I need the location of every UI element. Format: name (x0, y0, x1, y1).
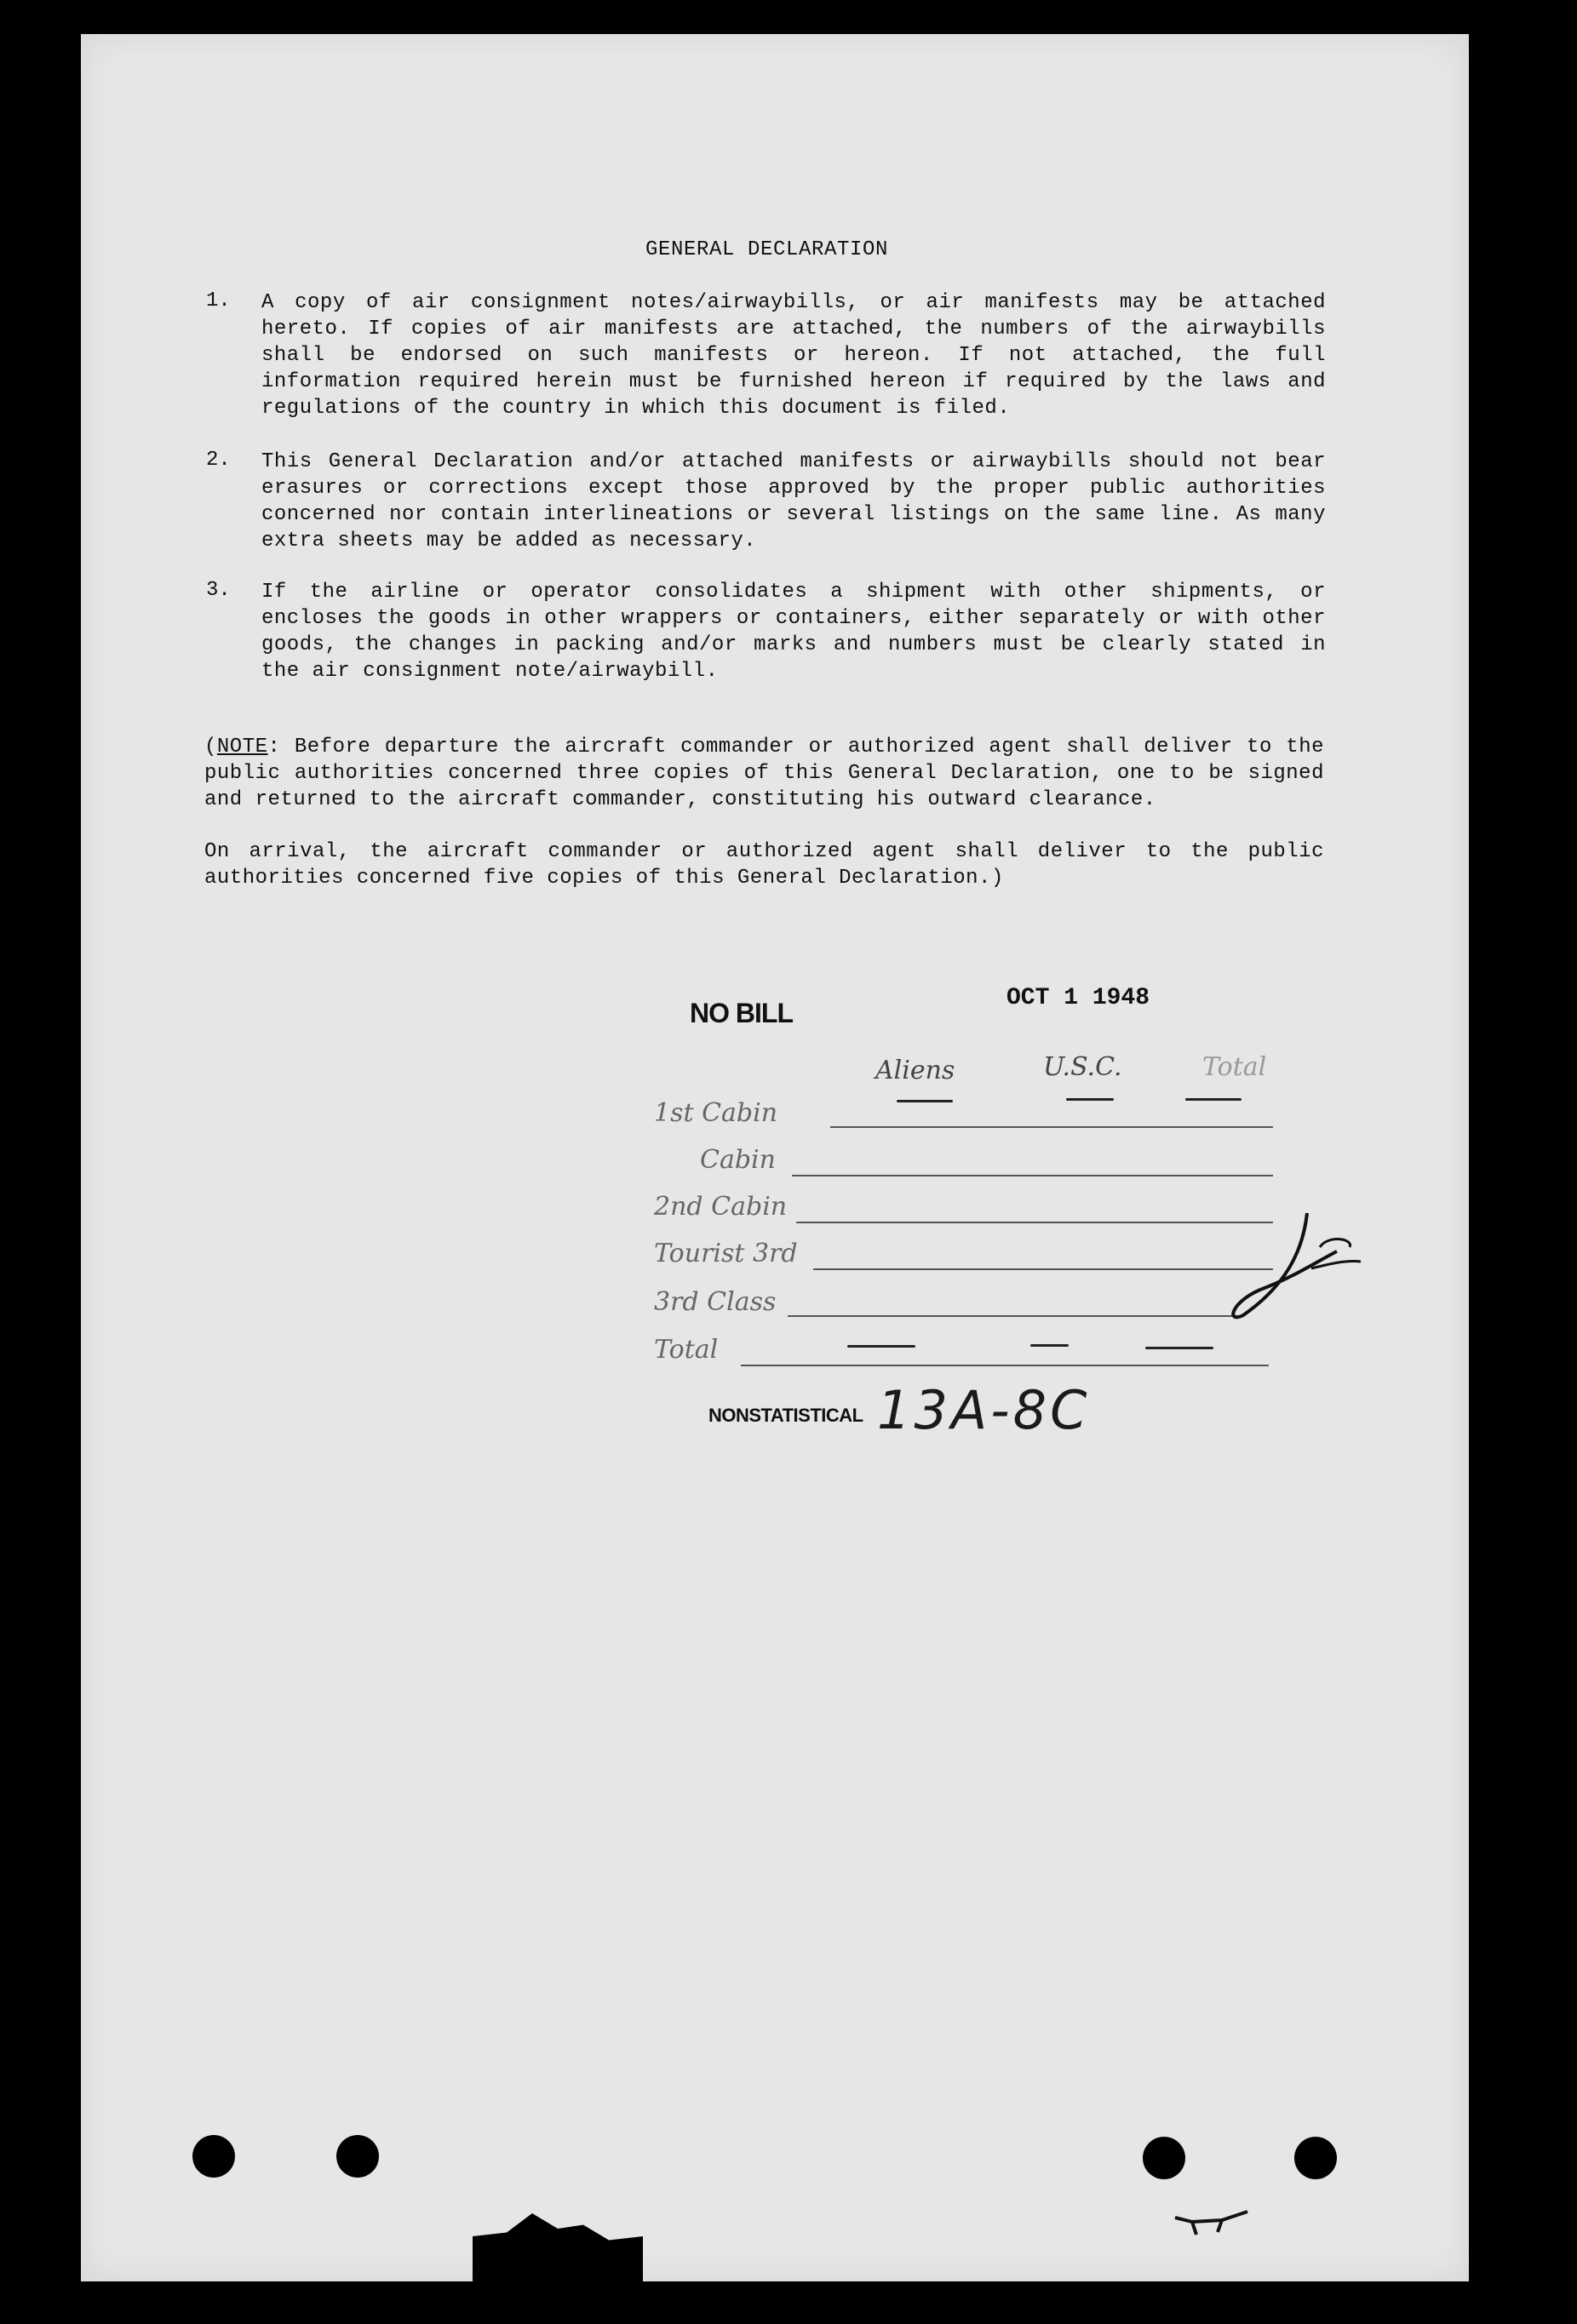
punch-hole (336, 2135, 379, 2178)
row-line (741, 1365, 1269, 1366)
row-line (792, 1175, 1273, 1176)
page-title: GENERAL DECLARATION (645, 238, 889, 261)
punch-hole (192, 2135, 235, 2178)
row-label: Cabin (700, 1145, 776, 1175)
column-usc: U.S.C. (1043, 1052, 1122, 1082)
punch-hole (1294, 2137, 1337, 2179)
note-open-paren: ( (204, 736, 217, 758)
row-label: Tourist 3rd (654, 1239, 798, 1268)
column-aliens: Aliens (875, 1056, 955, 1085)
column-total: Total (1202, 1052, 1267, 1082)
row-label: 2nd Cabin (654, 1192, 788, 1222)
handwritten-code: 13A-8C (877, 1379, 1091, 1441)
row-line (813, 1268, 1273, 1270)
row-line (796, 1222, 1273, 1223)
arrival-paragraph: On arrival, the aircraft commander or authorized agent shall deliver to the public authorities concerned five copies of this General Declaration.) (204, 840, 1324, 890)
item-text: A copy of air consignment notes/airwaybills, or air manifests may be attached hereto. If copies of air manifests are attached, the numbers of the airwaybills shall be endorsed on such manifests or hereon. If not attached, the full information required herein must be furnished hereon if required by the laws and regulations of the country in which this document is filed. (261, 291, 1326, 420)
column-underline (897, 1100, 953, 1102)
date-stamp: OCT 1 1948 (1006, 985, 1150, 1011)
item-number: 1. (206, 289, 231, 312)
row-label: 3rd Class (654, 1287, 777, 1317)
item-number: 2. (206, 449, 231, 472)
initials-mark (1226, 1200, 1362, 1328)
total-dash (1030, 1344, 1069, 1347)
no-bill-stamp: NO BILL (690, 998, 793, 1028)
item-text: If the airline or operator consolidates a shipment with other shipments, or encloses the goods in other wrappers or containers, either separately or with other goods, the changes in packing and/or marks and numbers must be clearly stated in the air consignment note/airwaybill. (261, 581, 1326, 683)
row-line (788, 1315, 1239, 1317)
item-text: This General Declaration and/or attached manifests or airwaybills should not bear erasures or corrections except those approved by the proper public authorities concerned nor contain interlineations or several listings on the same line. As many extra sheets may be added as necessary. (261, 450, 1326, 552)
note-paragraph (204, 734, 1324, 813)
note-text: : Before departure the aircraft commander or authorized agent shall deliver to the public authorities concerned three copies of this General Declaration, one to be signed and returned to the aircraft commander, constituting his outward clearance. (204, 736, 1324, 811)
row-label: 1st Cabin (654, 1098, 778, 1128)
punch-hole (1143, 2137, 1185, 2179)
note-label: NOTE (216, 736, 268, 758)
item-number: 3. (206, 579, 231, 602)
total-dash (847, 1345, 915, 1348)
row-line (830, 1126, 1273, 1128)
corner-mark (1171, 2205, 1256, 2247)
column-underline (1185, 1098, 1242, 1101)
total-dash (1145, 1347, 1213, 1349)
nonstatistical-stamp: NONSTATISTICAL (708, 1405, 863, 1426)
column-underline (1066, 1098, 1114, 1101)
row-label: Total (654, 1335, 719, 1365)
